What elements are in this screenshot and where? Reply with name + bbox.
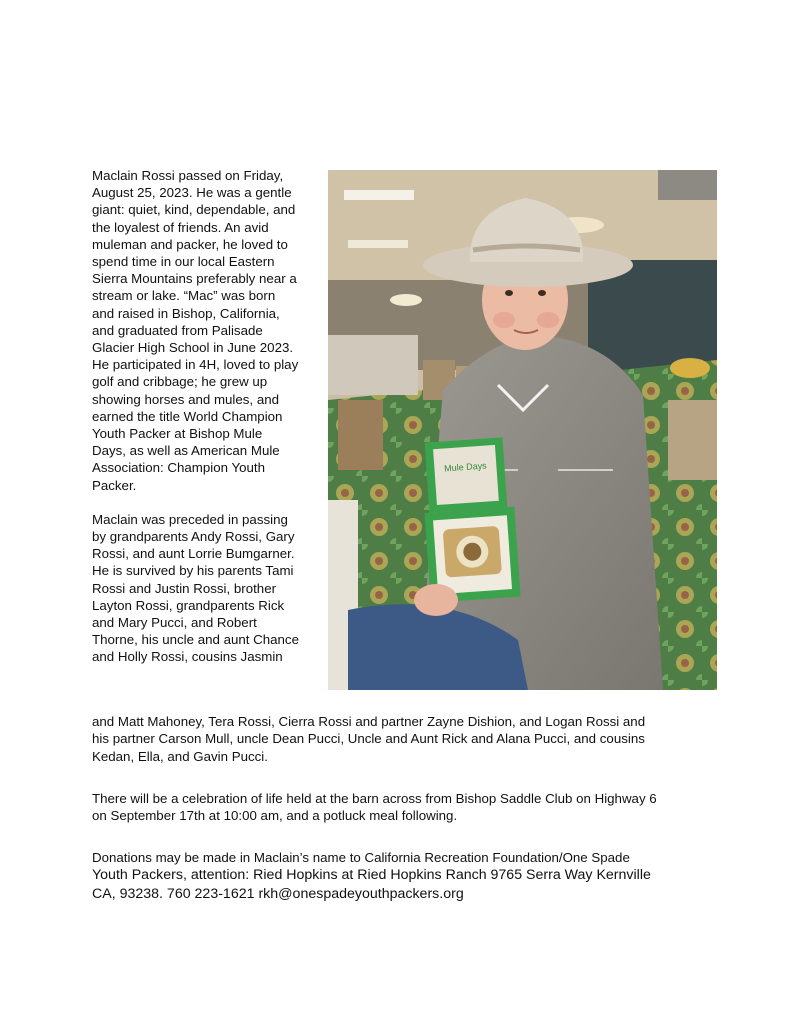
text-line: He is survived by his parents Tami <box>92 563 294 579</box>
survivors-paragraph <box>92 713 712 765</box>
text-line: There will be a celebration of life held at the barn across from Bishop Saddle Club on Highway 6 <box>92 791 657 806</box>
text-line: Youth Packers, attention: Ried Hopkins at Ried Hopkins Ranch 9765 Serra Way Kernville <box>92 867 651 884</box>
portrait-illustration <box>328 170 717 690</box>
text-line: and raised in Bishop, California, <box>92 305 280 321</box>
text-line: He participated in 4H, loved to play <box>92 357 299 373</box>
text-line: Donations may be made in Maclain’s name to California Recreation Foundation/One Spade <box>92 850 630 865</box>
text-line: Rossi and Justin Rossi, brother <box>92 580 277 596</box>
text-line: giant: quiet, kind, dependable, and <box>92 202 296 218</box>
text-line: Sierra Mountains preferably near a <box>92 271 297 287</box>
donations-paragraph <box>92 849 712 903</box>
text-line: muleman and packer, he loved to <box>92 236 288 252</box>
text-line: spend time in our local Eastern <box>92 254 275 270</box>
text-line: Packer. <box>92 477 137 493</box>
text-line: Maclain was preceded in passing <box>92 511 288 527</box>
text-line: August 25, 2023. He was a gentle <box>92 185 292 201</box>
text-line: Rossi, and aunt Lorrie Bumgarner. <box>92 546 295 562</box>
text-line: by grandparents Andy Rossi, Gary <box>92 529 295 545</box>
text-line: golf and cribbage; he grew up <box>92 374 268 390</box>
text-line: on September 17th at 10:00 am, and a potluck meal following. <box>92 808 458 824</box>
text-line: earned the title World Champion <box>92 408 283 424</box>
text-line: Maclain Rossi passed on Friday, <box>92 168 284 183</box>
celebration-paragraph <box>92 790 712 825</box>
text-line: Glacier High School in June 2023. <box>92 340 294 356</box>
portrait-photo <box>328 170 717 690</box>
text-line: CA, 93238. 760 223-1621 rkh@onespadeyouthpackers.org <box>92 885 464 902</box>
text-line: Days, as well as American Mule <box>92 443 280 459</box>
obituary-column-text <box>92 167 320 666</box>
text-line: Layton Rossi, grandparents Rick <box>92 597 285 613</box>
text-line: and graduated from Palisade <box>92 322 263 338</box>
text-line: showing horses and mules, and <box>92 391 280 407</box>
text-line: and Holly Rossi, cousins Jasmin <box>92 649 283 665</box>
award-box-logo: Mule Days <box>443 460 487 474</box>
text-line: Kedan, Ella, and Gavin Pucci. <box>92 748 268 764</box>
text-line: Youth Packer at Bishop Mule <box>92 426 263 442</box>
text-line: the loyalest of friends. An avid <box>92 219 269 235</box>
text-line: Thorne, his uncle and aunt Chance <box>92 632 299 648</box>
text-line: Association: Champion Youth <box>92 460 265 476</box>
paragraph-gap <box>92 494 320 511</box>
text-line: stream or lake. “Mac” was born <box>92 288 276 304</box>
text-line: his partner Carson Mull, uncle Dean Pucci, Uncle and Aunt Rick and Alana Pucci, and cousins <box>92 731 645 747</box>
text-line: and Matt Mahoney, Tera Rossi, Cierra Rossi and partner Zayne Dishion, and Logan Rossi and <box>92 714 646 729</box>
text-line: and Mary Pucci, and Robert <box>92 615 257 631</box>
